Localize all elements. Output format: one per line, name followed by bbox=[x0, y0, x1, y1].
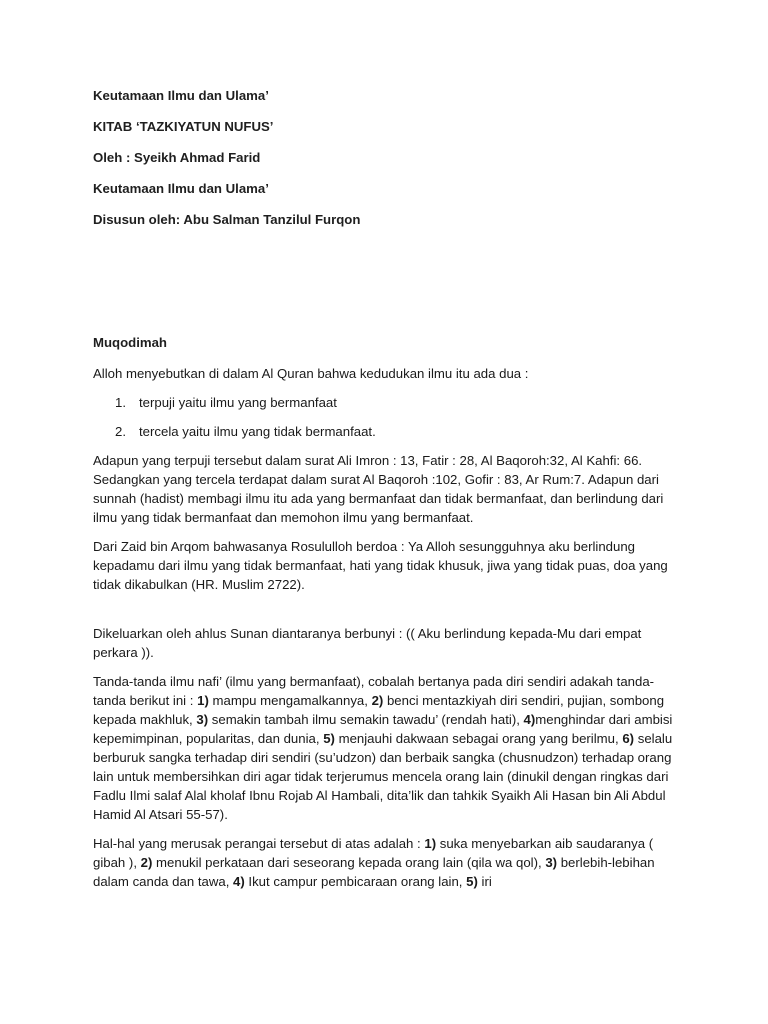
compiler-line: Disusun oleh: Abu Salman Tanzilul Furqon bbox=[93, 212, 361, 227]
paragraph-adapun: Adapun yang terpuji tersebut dalam surat Ali Imron : 13, Fatir : 28, Al Baqoroh:32, Al Kahfi: 66. Sedangkan yang tercela terdapat dalam surat Al Baqoroh :102, Gofir : 83, Ar Rum:7. Adapun dari sunnah (hadist) membagi ilmu itu ada yang bermanfaat dan tidak bermanfaat, dan berlindung dari ilmu yang tidak bermanfaat dan memohon ilmu yang bermanfaat. bbox=[93, 453, 664, 525]
item-number: 3) bbox=[196, 712, 209, 727]
text-run: berlebih-lebihan dalam canda dan tawa, bbox=[93, 855, 655, 889]
item-number: 1) bbox=[424, 836, 437, 851]
list-number: 1. bbox=[115, 395, 126, 410]
text-run: semakin tambah ilmu semakin tawadu’ (rendah hati), bbox=[208, 712, 524, 727]
text-run: Hal-hal yang merusak perangai tersebut di atas adalah : bbox=[93, 836, 425, 851]
item-number: 5) bbox=[323, 731, 335, 746]
item-number: 6) bbox=[622, 731, 635, 746]
text-run: menghindar dari ambisi kepemimpinan, popularitas, dan dunia, bbox=[93, 712, 673, 746]
paragraph-dikeluarkan: Dikeluarkan oleh ahlus Sunan diantaranya berbunyi : (( Aku berlindung kepada-Mu dari empat perkara )). bbox=[93, 626, 642, 660]
item-number: 4) bbox=[233, 874, 245, 889]
item-number: 1) bbox=[197, 693, 209, 708]
paragraph-gap bbox=[93, 604, 673, 624]
title-block bbox=[93, 86, 673, 229]
document-body bbox=[93, 86, 673, 901]
author-line: Oleh : Syeikh Ahmad Farid bbox=[93, 150, 261, 165]
paragraph-tanda bbox=[93, 672, 673, 824]
item-number: 2) bbox=[371, 693, 384, 708]
intro-paragraph: Alloh menyebutkan di dalam Al Quran bahwa kedudukan ilmu itu ada dua : bbox=[93, 366, 529, 381]
list-item bbox=[93, 393, 673, 412]
text-run: Ikut campur pembicaraan orang lain, bbox=[244, 874, 467, 889]
title-line-2: Keutamaan Ilmu dan Ulama’ bbox=[93, 181, 269, 196]
text-run: menukil perkataan dari seseorang kepada orang lain (qila wa qol), bbox=[152, 855, 546, 870]
item-number: 3) bbox=[545, 855, 558, 870]
blank-space bbox=[93, 241, 673, 333]
numbered-list bbox=[93, 393, 673, 441]
text-run: suka menyebarkan aib saudaranya ( gibah ), bbox=[93, 836, 654, 870]
title-line-1: Keutamaan Ilmu dan Ulama’ bbox=[93, 88, 269, 103]
section-title: Muqodimah bbox=[93, 335, 167, 350]
item-number: 2) bbox=[140, 855, 153, 870]
text-run: selalu berburuk sangka terhadap diri sendiri (su’udzon) dan berbaik sangka (chusnudzon) terhadap orang lain untuk membersihkan diri agar tidak terjerumus mencela orang lain (dinukil dengan ringkas dari Fadlu Ilmi salaf Alal kholaf Ibnu Rojab Al Hambali, dita’lik dan tahkik Syaikh Ali Hasan bin Ali Abdul Hamid Al Atsari 55-57). bbox=[93, 731, 673, 822]
text-run: Tanda-tanda ilmu nafi’ (ilmu yang bermanfaat), cobalah bertanya pada diri sendiri adakah tanda-tanda berikut ini : bbox=[93, 674, 655, 708]
book-title: KITAB ‘TAZKIYATUN NUFUS’ bbox=[93, 119, 274, 134]
text-run: iri bbox=[477, 874, 492, 889]
text-run: mampu mengamalkannya, bbox=[208, 693, 372, 708]
list-number: 2. bbox=[115, 424, 126, 439]
paragraph-halhal bbox=[93, 834, 673, 891]
list-text: terpuji yaitu ilmu yang bermanfaat bbox=[139, 395, 337, 410]
item-number: 4) bbox=[523, 712, 536, 727]
item-number: 5) bbox=[466, 874, 478, 889]
text-run: menjauhi dakwaan sebagai orang yang berilmu, bbox=[334, 731, 623, 746]
list-text: tercela yaitu ilmu yang tidak bermanfaat. bbox=[139, 424, 376, 439]
text-run: benci mentazkiyah diri sendiri, pujian, sombong kepada makhluk, bbox=[93, 693, 665, 727]
list-item bbox=[93, 422, 673, 441]
paragraph-zaid: Dari Zaid bin Arqom bahwasanya Rosululloh berdoa : Ya Alloh sesungguhnya aku berlindung kepadamu dari ilmu yang tidak bermanfaat, hati yang tidak khusuk, jiwa yang tidak puas, doa yang tidak dikabulkan (HR. Muslim 2722). bbox=[93, 539, 668, 592]
